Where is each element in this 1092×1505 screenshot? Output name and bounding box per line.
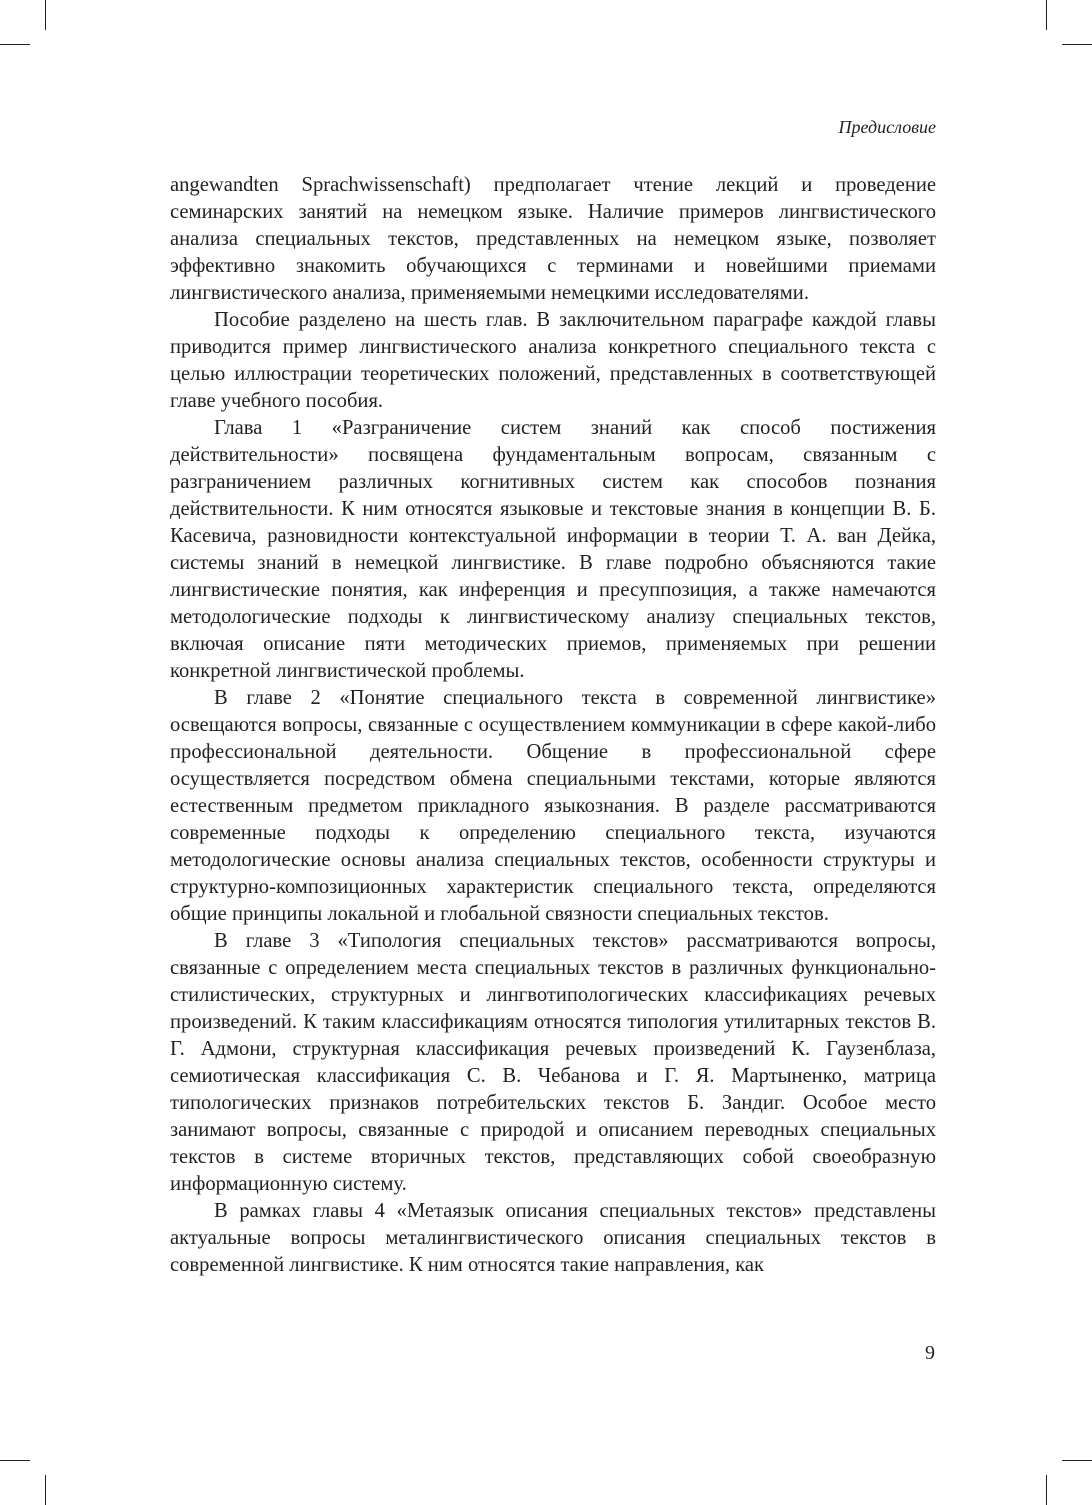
crop-mark-top-left-horizontal [0, 44, 30, 45]
body-text [170, 172, 936, 1279]
paragraph-chapter-3: В главе 3 «Типология специальных текстов» рассматриваются вопросы, связанные с определением места специальных текстов в различных функционально-стилистических, структурных и лингвотипологических классификациях речевых произведений. К таким классификациям относятся типология утилитарных текстов В. Г. Адмони, структурная классификация речевых произведений К. Гаузенблаза, семиотическая классификация С. В. Чебанова и Г. Я. Мартыненко, матрица типологических признаков потребительских текстов Б. Зандиг. Особое место занимают вопросы, связанные с природой и описанием переводных специальных текстов в системе вторичных текстов, представляющих собой своеобразную информационную систему. [170, 930, 936, 1195]
crop-mark-bottom-left-horizontal [0, 1460, 30, 1461]
paragraph-chapter-4: В рамках главы 4 «Метаязык описания специальных текстов» представлены актуальные вопросы металингвистического описания специальных текстов в современной лингвистике. К ним относятся такие направления, как [170, 1200, 936, 1276]
crop-mark-top-right-vertical [1046, 0, 1047, 30]
crop-mark-top-left-vertical [45, 0, 46, 30]
crop-mark-top-right-horizontal [1062, 44, 1092, 45]
paragraph-chapter-1: Глава 1 «Разграничение систем знаний как способ постижения действительности» посвящена фундаментальным вопросам, связанным с разграничением различных когнитивных систем как способов познания действительности. К ним относятся языковые и текстовые знания в концепции В. Б. Касевича, разновидности контекстуальной информации в теории Т. А. ван Дейка, системы знаний в немецкой лингвистике. В главе подробно объясняются такие лингвистические понятия, как инференция и пресуппозиция, а также намечаются методологические подходы к лингвистическому анализу специальных текстов, включая описание пяти методических приемов, применяемых при решении конкретной лингвистической проблемы. [170, 417, 936, 682]
paragraph-continued: angewandten Sprachwissenschaft) предполагает чтение лекций и проведение семинарских занятий на немецком языке. Наличие примеров лингвистического анализа специальных текстов, представленных на немецком языке, позволяет эффективно знакомить обучающихся с терминами и новейшими приемами лингвистического анализа, применяемыми немецкими исследователями. [170, 174, 936, 304]
crop-mark-bottom-left-vertical [45, 1475, 46, 1505]
paragraph-structure: Пособие разделено на шесть глав. В заключительном параграфе каждой главы приводится пример лингвистического анализа конкретного специального текста с целью иллюстрации теоретических положений, представленных в соответствующей главе учебного пособия. [170, 309, 936, 412]
crop-mark-bottom-right-vertical [1046, 1475, 1047, 1505]
paragraph-chapter-2: В главе 2 «Понятие специального текста в современной лингвистике» освещаются вопросы, связанные с осуществлением коммуникации в сфере какой-либо профессиональной деятельности. Общение в профессиональной сфере осуществляется посредством обмена специальными текстами, которые являются естественным предметом прикладного языкознания. В разделе рассматриваются современные подходы к определению специального текста, изучаются методологические основы анализа специальных текстов, особенности структуры и структурно-композиционных характеристик специального текста, определяются общие принципы локальной и глобальной связности специальных текстов. [170, 687, 936, 925]
crop-mark-bottom-right-horizontal [1062, 1460, 1092, 1461]
running-head: Предисловие [838, 117, 936, 137]
page-number: 9 [925, 1342, 935, 1364]
